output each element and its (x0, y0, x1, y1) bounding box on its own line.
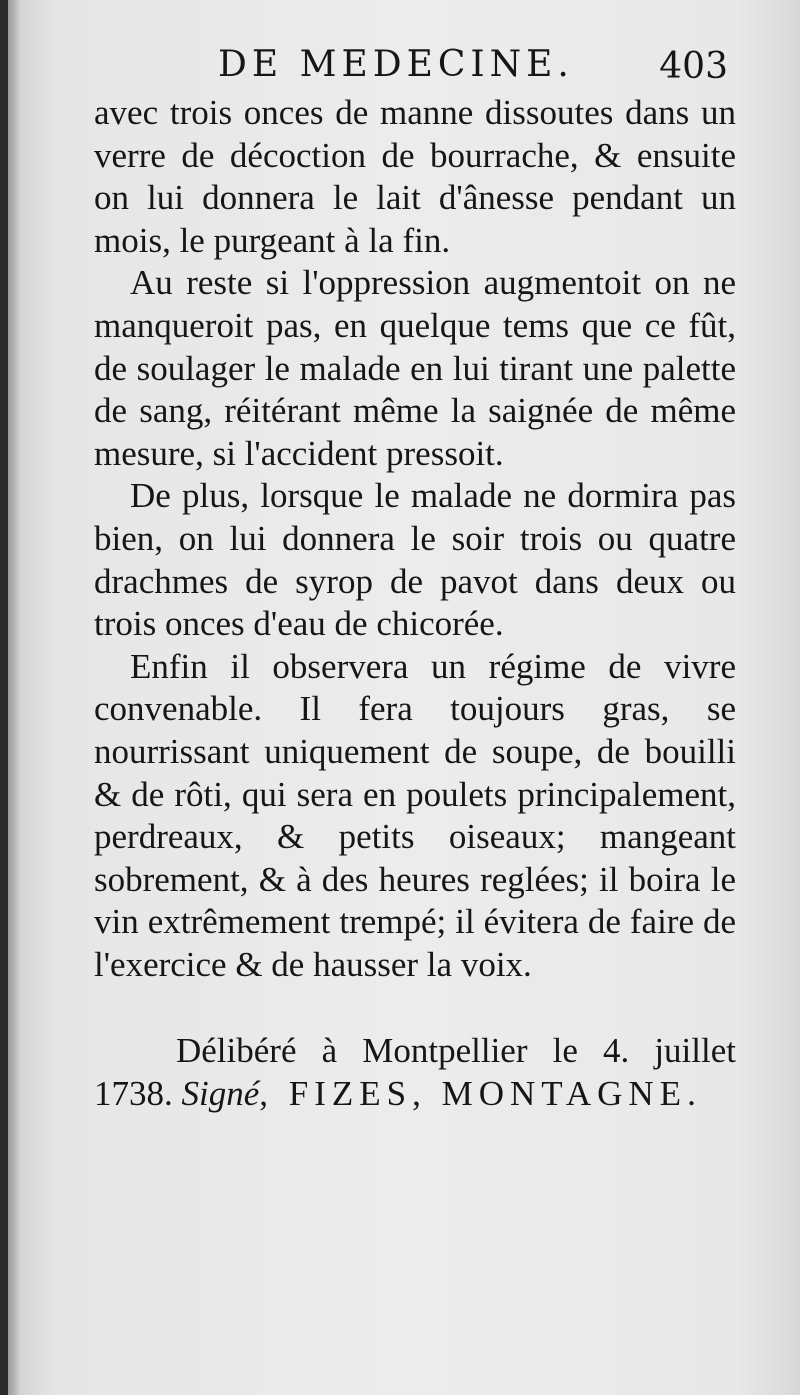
running-title: DE MEDECINE. (218, 44, 574, 85)
page-gutter-shadow (8, 0, 20, 1395)
signatory-names: , FIZES, MONTAGNE. (259, 1074, 702, 1114)
deliberation-line: Délibéré à Montpellier le 4. juillet 1738. (94, 1031, 736, 1114)
paragraph-spacer (94, 986, 736, 1030)
paragraph-regimen: Enfin il observera un régime de vivre convenable. Il fera toujours gras, se nourrissant uniquement de soupe, de bouilli & de rôti, qui sera en poulets principalement, perdreaux, & petits oiseaux; mangeant sobrement, & à des heures reglées; il boira le vin extrêmement trempé; il évitera de faire de l'exercice & de hausser la voix. (94, 646, 736, 984)
paragraph-sleep: De plus, lorsque le malade ne dormira pas bien, on lui donnera le soir trois ou quatre drachmes de syrop de pavot dans deux ou trois onces d'eau de chicorée. (94, 476, 736, 644)
book-page (8, 0, 800, 1395)
paragraph-oppression: Au reste si l'oppression augmentoit on ne manqueroit pas, en quelque tems que ce fût, de soulager le malade en lui tirant une palette de sang, réitérant même la saignée de même mesure, si l'accident pressoit. (94, 263, 736, 473)
paragraph-continuation: avec trois onces de manne dissoutes dans un verre de décoction de bourrache, & ensuite on lui donnera le lait d'ânesse pendant un mois, le purgeant à la fin. (94, 93, 736, 260)
signed-label: Signé (181, 1074, 260, 1114)
signature-block (94, 1030, 736, 1115)
page-number: 403 (659, 46, 728, 87)
body-text (94, 92, 736, 1116)
